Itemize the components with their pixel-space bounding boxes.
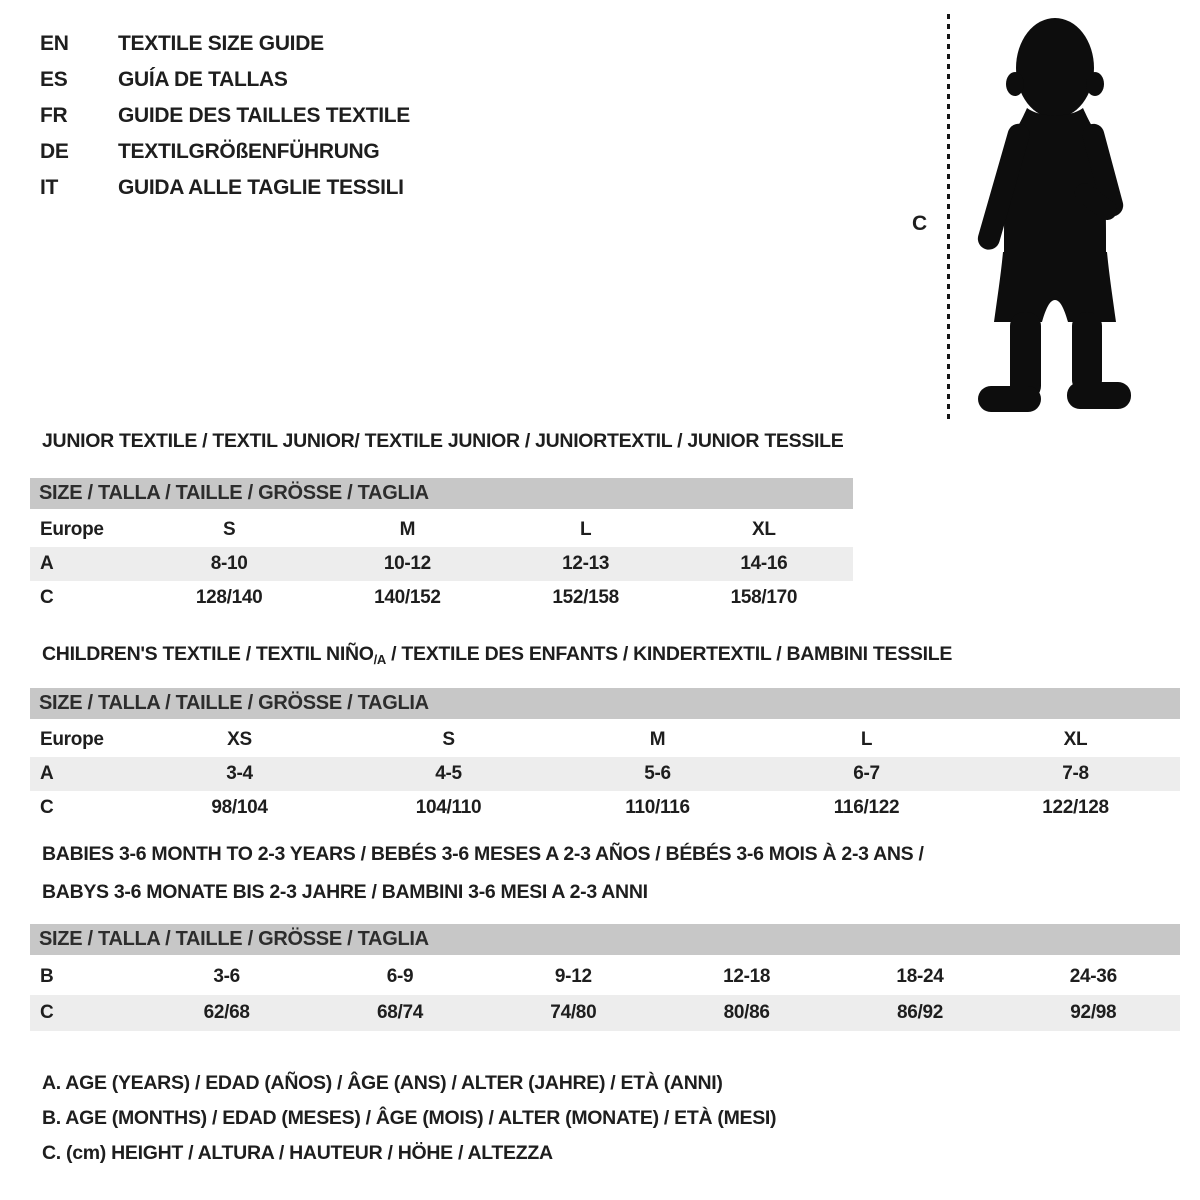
size-value-cell: 9-12 [554, 966, 592, 987]
language-code: EN [40, 32, 69, 55]
size-value-cell: M [399, 519, 416, 540]
size-value-cell: 10-12 [383, 553, 431, 574]
language-code: ES [40, 68, 68, 91]
size-header-label: SIZE / TALLA / TAILLE / GRÖSSE / TAGLIA [39, 692, 429, 714]
toddler-silhouette-icon [970, 12, 1140, 422]
size-value-cell: L [860, 729, 873, 750]
size-value-cell: XL [752, 519, 776, 540]
legend-line-age-years: A. AGE (YEARS) / EDAD (AÑOS) / ÂGE (ANS) / ALTER (JAHRE) / ETÀ (ANNI) [42, 1072, 723, 1094]
row-label-cell: A [40, 763, 54, 784]
row-label-cell: A [40, 553, 54, 574]
size-value-cell: 14-16 [740, 553, 788, 574]
children-title-subscript: /A [373, 652, 387, 667]
size-header-bar [30, 924, 1180, 955]
size-header-bar [30, 688, 1180, 719]
size-value-cell: 3-4 [226, 763, 253, 784]
language-list [40, 26, 410, 206]
size-value-cell: S [222, 519, 236, 540]
row-label-cell: Europe [40, 519, 104, 540]
babies-section-title-line1: BABIES 3-6 MONTH TO 2-3 YEARS / BEBÉS 3-6 MESES A 2-3 AÑOS / BÉBÉS 3-6 MOIS À 2-3 ANS / [42, 843, 924, 865]
size-value-cell: 12-13 [562, 553, 610, 574]
language-label: TEXTILGRÖßENFÜHRUNG [118, 140, 380, 163]
children-row-age [30, 757, 1180, 791]
size-value-cell: S [442, 729, 455, 750]
children-title-pre: CHILDREN'S TEXTILE / TEXTIL NIÑO [42, 643, 374, 665]
size-header-bar [30, 478, 853, 509]
row-label-cell: C [40, 1002, 54, 1023]
size-value-cell: 158/170 [730, 587, 798, 608]
size-value-cell: 140/152 [374, 587, 441, 608]
size-value-cell: 18-24 [896, 966, 944, 987]
size-value-cell: 74/80 [550, 1002, 597, 1023]
size-value-cell: 116/122 [833, 797, 900, 818]
figure-height-label: C [912, 212, 927, 235]
language-label: GUÍA DE TALLAS [118, 68, 288, 91]
language-row-es [40, 62, 410, 98]
legend-line-height: C. (cm) HEIGHT / ALTURA / HAUTEUR / HÖHE / ALTEZZA [42, 1142, 553, 1164]
language-code: IT [40, 176, 59, 199]
language-label: GUIDE DES TAILLES TEXTILE [118, 104, 410, 127]
children-size-table [30, 688, 1180, 825]
size-value-cell: 4-5 [435, 763, 462, 784]
children-section-title [42, 643, 952, 667]
language-row-de [40, 134, 410, 170]
size-value-cell: 5-6 [644, 763, 671, 784]
size-value-cell: 152/158 [552, 587, 619, 608]
junior-row-europe [30, 513, 853, 547]
size-value-cell: L [579, 519, 592, 540]
children-row-europe [30, 723, 1180, 757]
size-value-cell: 110/116 [625, 797, 690, 818]
children-row-height [30, 791, 1180, 825]
size-value-cell: 62/68 [203, 1002, 250, 1023]
row-label-cell: C [40, 797, 54, 818]
size-value-cell: 12-18 [723, 966, 771, 987]
size-value-cell: 80/86 [723, 1002, 770, 1023]
size-value-cell: 3-6 [213, 966, 240, 987]
size-value-cell: 6-7 [853, 763, 880, 784]
size-value-cell: 92/98 [1070, 1002, 1117, 1023]
junior-section-title: JUNIOR TEXTILE / TEXTIL JUNIOR/ TEXTILE JUNIOR / JUNIORTEXTIL / JUNIOR TESSILE [42, 430, 844, 452]
size-value-cell: 104/110 [415, 797, 482, 818]
size-header-label: SIZE / TALLA / TAILLE / GRÖSSE / TAGLIA [39, 928, 429, 950]
language-code: DE [40, 140, 69, 163]
size-value-cell: 128/140 [195, 587, 263, 608]
size-value-cell: M [649, 729, 666, 750]
babies-section-title-line2: BABYS 3-6 MONATE BIS 2-3 JAHRE / BAMBINI 3-6 MESI A 2-3 ANNI [42, 881, 648, 903]
junior-size-table [30, 478, 853, 615]
size-value-cell: 8-10 [210, 553, 248, 574]
size-value-cell: 7-8 [1062, 763, 1089, 784]
size-value-cell: 24-36 [1069, 966, 1117, 987]
language-label: TEXTILE SIZE GUIDE [118, 32, 324, 55]
junior-row-age [30, 547, 853, 581]
size-value-cell: 86/92 [896, 1002, 943, 1023]
children-title-post: / TEXTILE DES ENFANTS / KINDERTEXTIL / BAMBINI TESSILE [386, 643, 953, 665]
height-dashed-line [947, 14, 950, 420]
row-label-cell: C [40, 587, 54, 608]
babies-row-months [30, 959, 1180, 995]
size-value-cell: 68/74 [376, 1002, 424, 1023]
size-header-label: SIZE / TALLA / TAILLE / GRÖSSE / TAGLIA [39, 482, 429, 504]
language-code: FR [40, 104, 68, 127]
babies-size-table [30, 924, 1180, 1031]
size-value-cell: XL [1063, 729, 1088, 750]
row-label-cell: B [40, 966, 54, 987]
language-row-it [40, 170, 410, 206]
babies-row-height [30, 995, 1180, 1031]
junior-row-height [30, 581, 853, 615]
language-label: GUIDA ALLE TAGLIE TESSILI [118, 176, 404, 199]
language-row-fr [40, 98, 410, 134]
row-label-cell: Europe [40, 729, 104, 750]
language-row-en [40, 26, 410, 62]
size-value-cell: 6-9 [386, 966, 414, 987]
size-value-cell: 98/104 [211, 797, 268, 818]
size-value-cell: 122/128 [1042, 797, 1109, 818]
legend-line-age-months: B. AGE (MONTHS) / EDAD (MESES) / ÂGE (MOIS) / ALTER (MONATE) / ETÀ (MESI) [42, 1107, 777, 1129]
size-value-cell: XS [227, 729, 252, 750]
legend [42, 1066, 776, 1171]
